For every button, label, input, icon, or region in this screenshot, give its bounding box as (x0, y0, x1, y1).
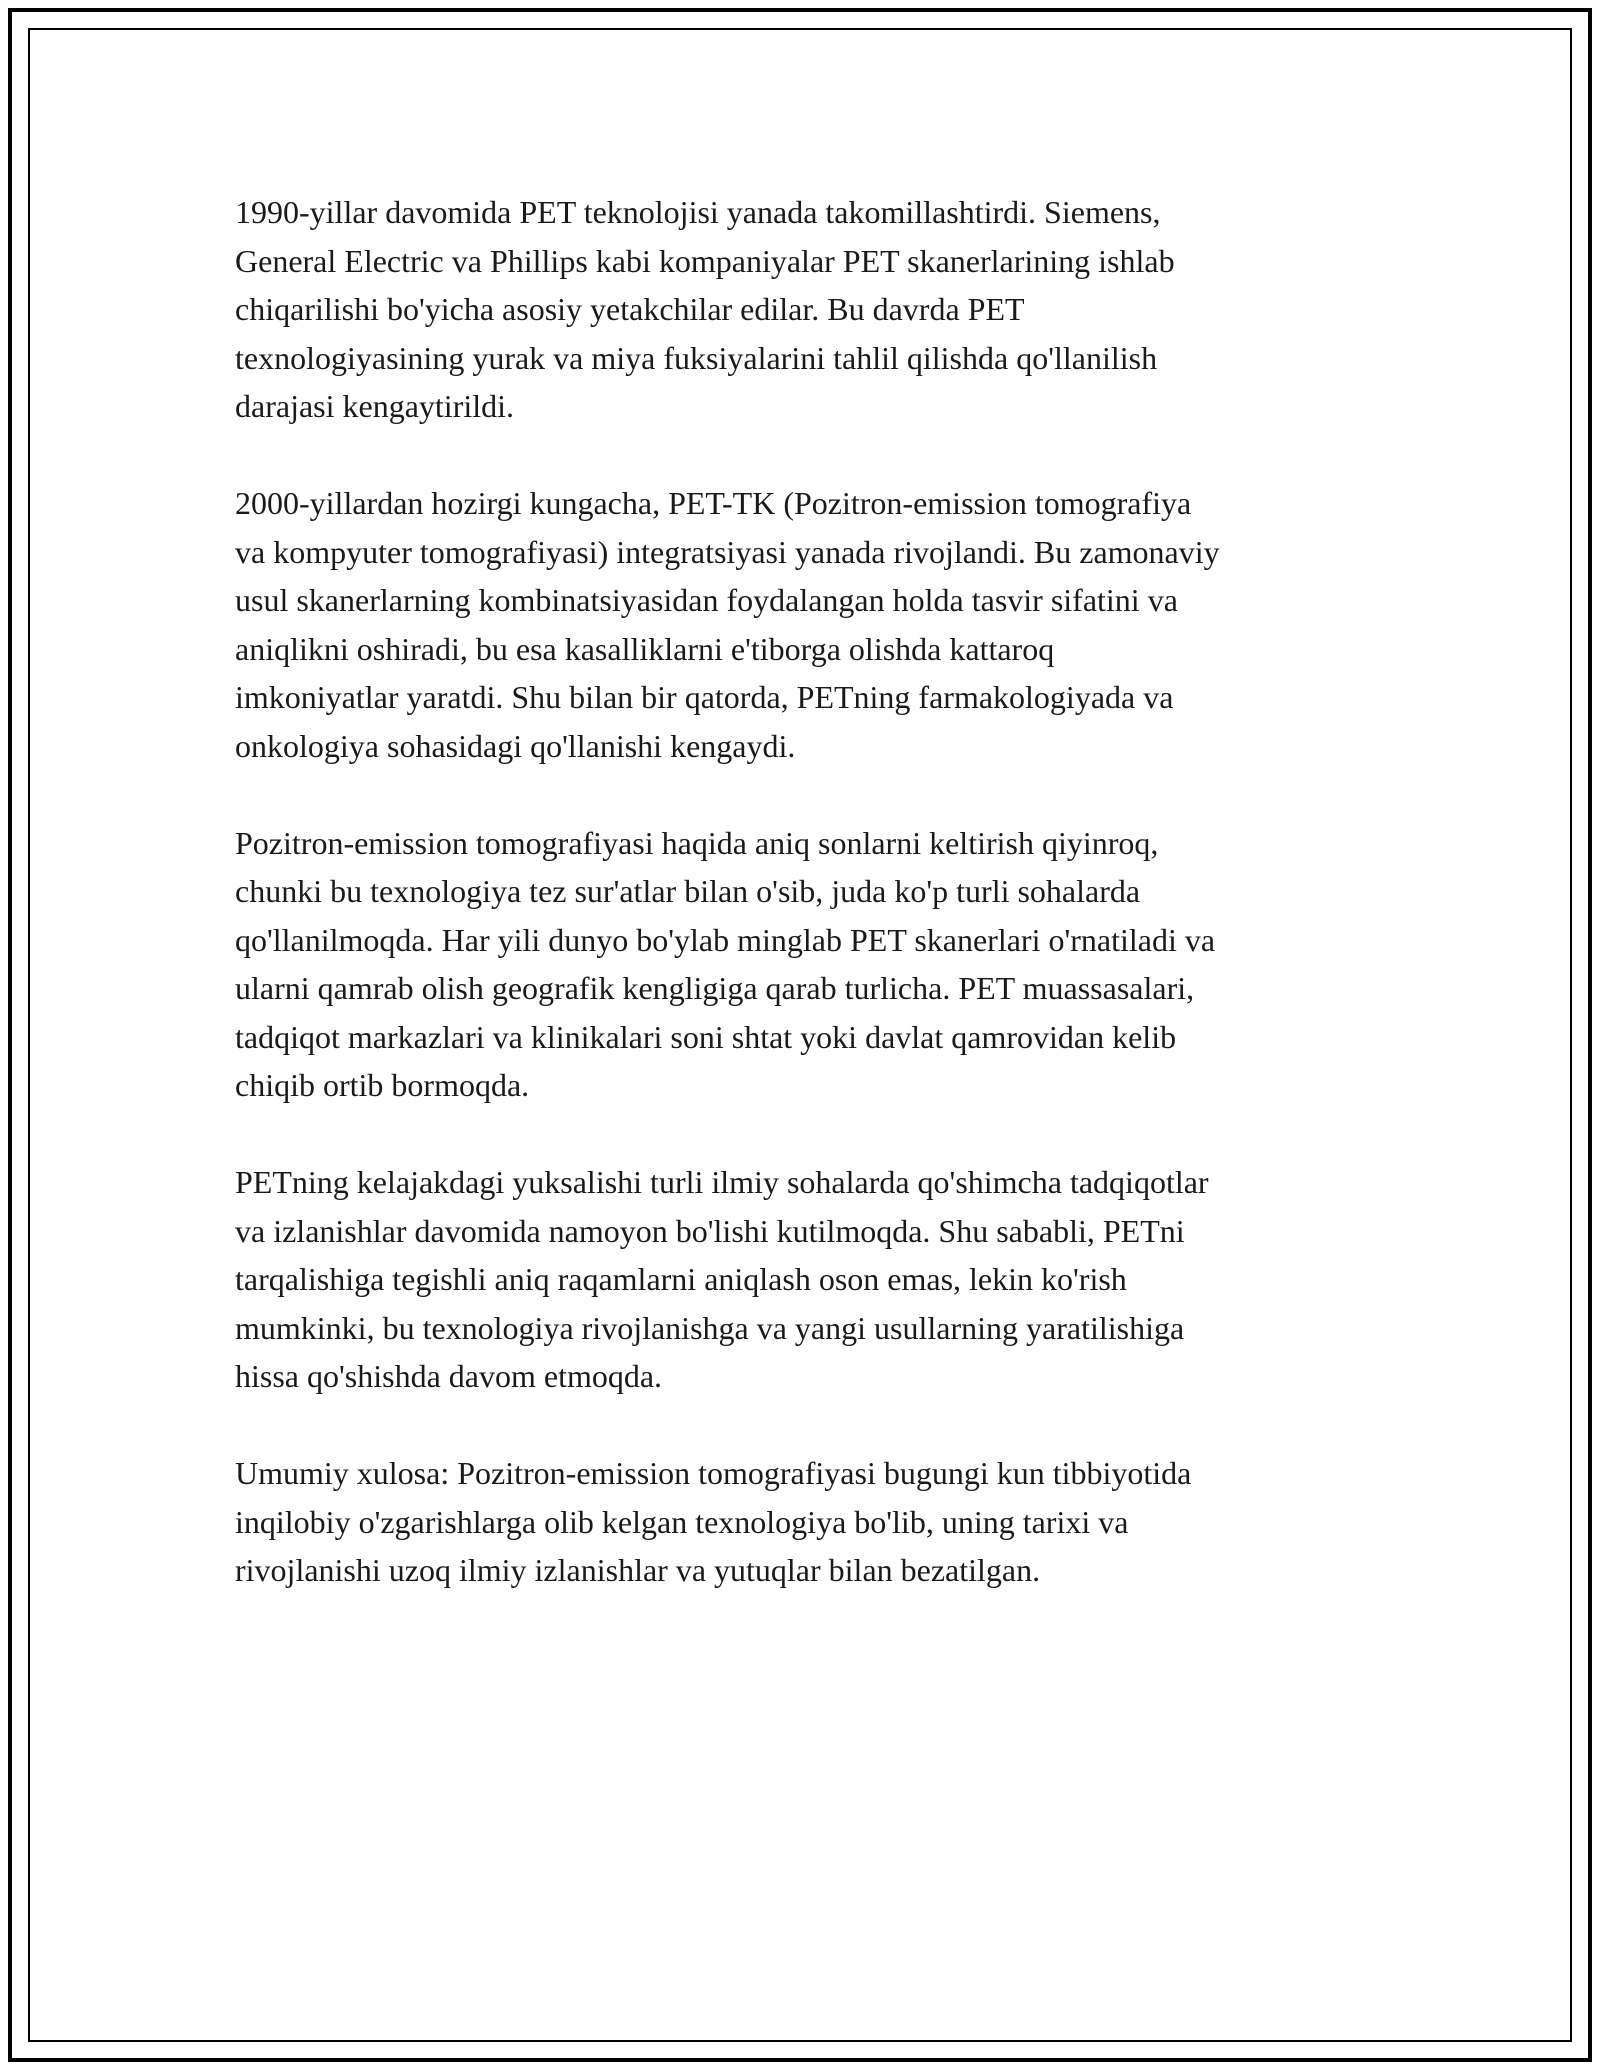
paragraph-line: qo'llanilmoqda. Har yili dunyo bo'ylab minglab PET skanerlari o'rnatiladi va (235, 921, 1216, 958)
paragraph-line: 2000-yillardan hozirgi kungacha, PET-TK (Pozitron-emission tomografiya (235, 485, 1192, 521)
paragraph-2 (235, 479, 1375, 770)
paragraph-5 (235, 1449, 1375, 1595)
paragraph-4 (235, 1158, 1375, 1401)
paragraph-line: hissa qo'shishda davom etmoqda. (235, 1358, 663, 1394)
paragraph-line: tadqiqot markazlari va klinikalari soni shtat yoki davlat qamrovidan kelib (235, 1018, 1177, 1055)
paragraph-line: onkologiya sohasidagi qo'llanishi kengaydi. (235, 727, 796, 764)
paragraph-line: chiqib ortib bormoqda. (235, 1067, 530, 1103)
paragraph-line: Pozitron-emission tomografiyasi haqida aniq sonlarni keltirish qiyinroq, (235, 824, 1159, 861)
paragraph-line: Umumiy xulosa: Pozitron-emission tomografiyasi bugungi kun tibbiyotida (235, 1455, 1192, 1491)
paragraph-line: inqilobiy o'zgarishlarga olib kelgan texnologiya bo'lib, uning tarixi va (235, 1503, 1129, 1540)
paragraph-line: tarqalishiga tegishli aniq raqamlarni aniqlash oson emas, lekin ko'rish (235, 1261, 1127, 1297)
paragraph-line: mumkinki, bu texnologiya rivojlanishga va yangi usullarning yaratilishiga (235, 1309, 1185, 1346)
document-body (235, 188, 1375, 1643)
paragraph-line: aniqlikni oshiradi, bu esa kasalliklarni e'tiborga olishda kattaroq (235, 630, 1055, 667)
paragraph-line: chiqarilishi bo'yicha asosiy yetakchilar edilar. Bu davrda PET (235, 291, 1025, 327)
paragraph-line: chunki bu texnologiya tez sur'atlar bilan o'sib, juda ko'p turli sohalarda (235, 873, 1141, 909)
paragraph-line: usul skanerlarning kombinatsiyasidan foydalangan holda tasvir sifatini va (235, 582, 1178, 618)
paragraph-3 (235, 819, 1375, 1110)
paragraph-line: va kompyuter tomografiyasi) integratsiyasi yanada rivojlandi. Bu zamonaviy (235, 533, 1220, 570)
paragraph-line: 1990-yillar davomida PET teknolojisi yanada takomillashtirdi. Siemens, (235, 194, 1161, 230)
paragraph-1 (235, 188, 1375, 431)
paragraph-line: PETning kelajakdagi yuksalishi turli ilmiy sohalarda qo'shimcha tadqiqotlar (235, 1164, 1209, 1200)
paragraph-line: rivojlanishi uzoq ilmiy izlanishlar va yutuqlar bilan bezatilgan. (235, 1552, 1041, 1588)
paragraph-line: va izlanishlar davomida namoyon bo'lishi kutilmoqda. Shu sababli, PETni (235, 1212, 1185, 1249)
paragraph-line: imkoniyatlar yaratdi. Shu bilan bir qatorda, PETning farmakologiyada va (235, 679, 1174, 715)
paragraph-line: General Electric va Phillips kabi kompaniyalar PET skanerlarining ishlab (235, 242, 1175, 279)
paragraph-line: texnologiyasining yurak va miya fuksiyalarini tahlil qilishda qo'llanilish (235, 339, 1158, 376)
paragraph-line: ularni qamrab olish geografik kengligiga qarab turlicha. PET muassasalari, (235, 970, 1195, 1006)
paragraph-line: darajasi kengaytirildi. (235, 388, 515, 424)
